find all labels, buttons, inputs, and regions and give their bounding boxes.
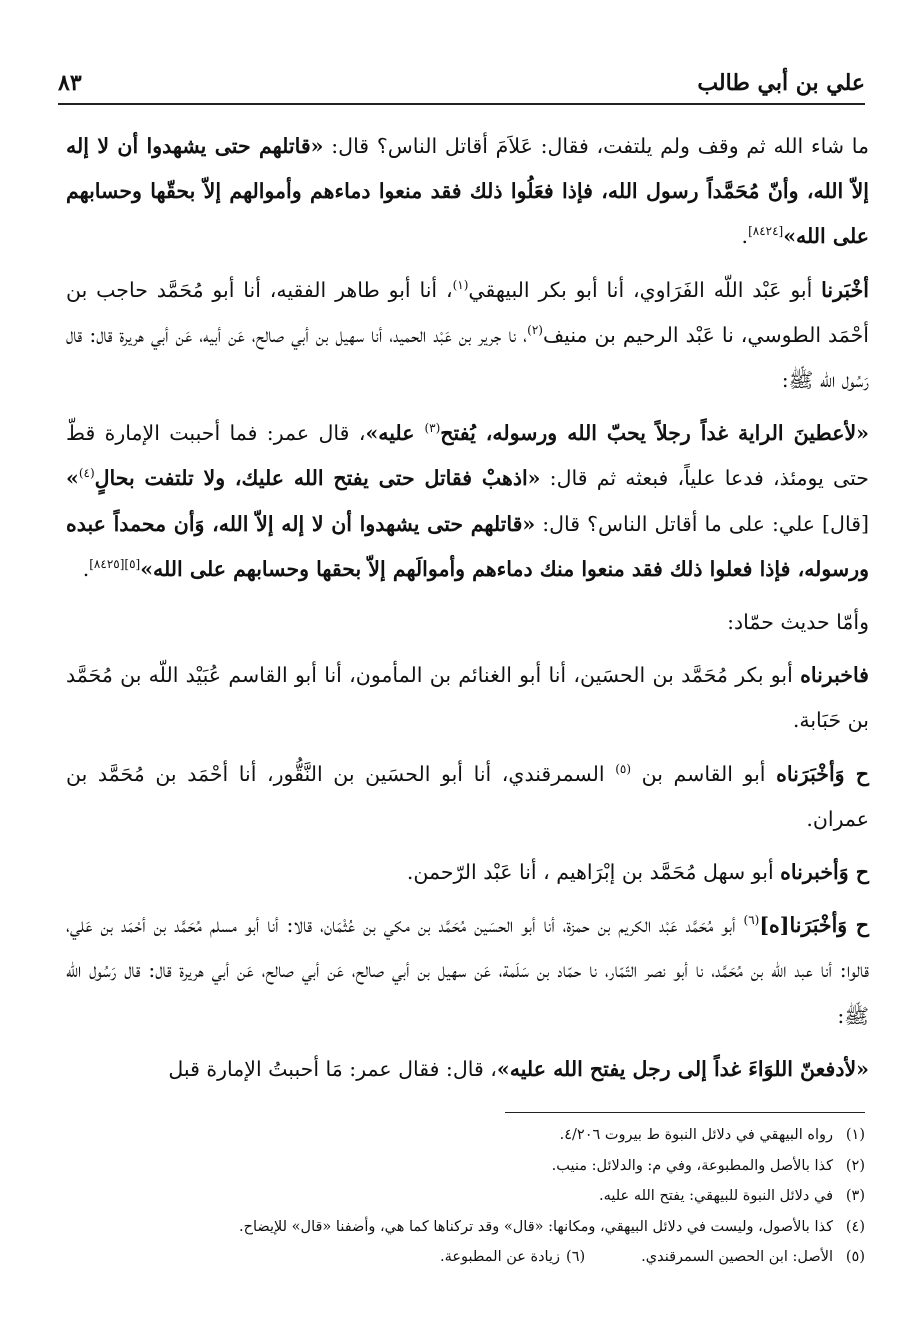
main-text <box>66 124 869 1100</box>
body-text-segment: ، نا جرير بن عَبْد الحميد، أنا سهيل بن أبي صالح، عَن أبيه، عَن أبي هريرة قال: قال رَسُول الله ﷺ: <box>66 322 869 393</box>
emphasized-text: «لأدفعنّ اللوَاءَ غداً إلى رجل يفتح الله عليه» <box>496 1056 869 1081</box>
header-title: علي بن أبي طالب <box>697 70 865 96</box>
body-text-segment: السمرقندي، أنا أبو الحسَين بن النَّقُّور، أنا أحْمَد بن مُحَمَّد بن عمران. <box>66 761 869 831</box>
footnote-text: كذا بالأصول، وليست في دلائل البيهقي، ومكانها: «قال» وقد تركناها كما هي، وأضفنا «قال» للإيضاح. <box>239 1218 833 1235</box>
paragraph <box>66 752 869 842</box>
footnote-reference: (٥) <box>615 761 632 776</box>
footnote-number: (١) <box>845 1127 865 1143</box>
footnote <box>70 1242 865 1273</box>
body-text-segment: ، أنا أبو طاهر الفقيه، أنا أبو مُحَمَّد حاجب بن أحْمَد الطوسي، نا عَبْد الرحيم بن منيف <box>66 277 869 347</box>
footnote-reference: [٨٤٢٥] <box>89 557 125 571</box>
footnote-text: زيادة عن المطبوعة. <box>439 1249 561 1265</box>
paragraph <box>66 1047 869 1092</box>
footnote <box>70 1212 865 1243</box>
footnote-number: (٣) <box>845 1188 865 1204</box>
paragraph <box>66 600 869 645</box>
body-text-segment: وأمّا حديث حمّاد: <box>727 610 869 635</box>
footnote-text: الأصل: ابن الحصين السمرقندي. <box>641 1249 833 1265</box>
emphasized-text: ح وَأخْبَرَناه <box>776 761 869 786</box>
running-header <box>58 60 865 96</box>
footnote <box>70 1151 865 1182</box>
emphasized-text: ح وَأخْبَرَنا[ه] <box>759 913 869 938</box>
footnote-reference: [٨٤٢٤] <box>748 224 784 239</box>
body-text-segment: أبو سهل مُحَمَّد بن إبْرَاهيم ، أنا عَبْد الرّحمن. <box>406 860 781 885</box>
footnote-number: (٢) <box>845 1157 865 1174</box>
paragraph <box>66 653 869 743</box>
body-text-segment: ، قال: فقال عمر: مَا أحببتُ الإمارة قبل <box>168 1056 497 1081</box>
footnote <box>440 1242 585 1273</box>
body-text-segment: ما شاء الله ثم وقف ولم يلتفت، فقال: عَلاَمَ أقاتل الناس؟ قال: <box>323 134 870 158</box>
body-text-segment: . <box>82 556 90 581</box>
footnote-number: (٥) <box>845 1249 865 1265</box>
footnote-reference: (٣) <box>424 421 441 436</box>
footnote <box>70 1181 865 1212</box>
emphasized-text: «لأعطينَ الراية غداً رجلاً يحبّ الله ورسوله، يُفتح <box>440 421 869 446</box>
body-text-segment: [قال] علي: على ما أقاتل الناس؟ قال: <box>535 511 869 536</box>
emphasized-text: «قاتلهم حتى يشهدوا أن لا إله إلاّ الله، وَأن محمداً عبده ورسوله، فإذا فعلوا ذلك فقد منعوا منك دماءهم وأموالَهم إلاّ بحقها وحسابهم على الله» <box>66 511 869 581</box>
emphasized-text: ح وَأخبرناه <box>780 860 869 885</box>
emphasized-text: فاخبرناه <box>800 663 869 688</box>
footnotes-section <box>70 1120 865 1273</box>
paragraph <box>66 903 869 1039</box>
emphasized-text: عليه» <box>365 421 425 446</box>
emphasized-text: «اذهبْ فقاتل حتى يفتح الله عليك، ولا تلتفت بحالٍ <box>94 466 541 491</box>
paragraph <box>66 850 869 895</box>
paragraph <box>66 411 869 592</box>
body-text-segment: أبو بكر مُحَمَّد بن الحسَين، أنا أبو الغنائم بن المأمون، أنا أبو القاسم عُبَيْد اللّه بن مُحَمَّد بن حَبَابة. <box>66 663 869 733</box>
body-text-segment: أبو القاسم بن <box>631 761 777 786</box>
body-text-segment: ، قال عمر: فما أحببت الإمارة قطّ حتى يومئذ، فدعا علياً، فبعثه ثم قال: <box>66 421 869 491</box>
footnote-reference: (٢) <box>527 322 543 337</box>
body-text-segment: أبو مُحَمَّد عَبْد الكريم بن حمزة، أنا أبو الحسَين مُحَمَّد بن مكي بن عُثْمَان، قالا: أنا أبو مسلم مُحَمَّد بن أحْمَد بن عَلي، قالوا: أنا عبد اللّه بن مُحَمَّد، نا أبو نصر التّمّار، نا حمّاد بن سَلَمة، عَن سهيل بن أبي صالح، عَن أبي صالح، عَن أبي هريرة قال: قال رَسُول الله ﷺ: <box>66 913 869 1028</box>
emphasized-text: » <box>66 466 79 491</box>
footnote-reference: (٤) <box>78 466 95 481</box>
footnote <box>70 1120 865 1151</box>
body-text-segment: أبو عَبْد اللّه الفَرَاوي، أنا أبو بكر البيهقي <box>468 277 822 302</box>
emphasized-text: «قاتلهم حتى يشهدوا أن لا إله إلاّ الله، وأنّ مُحَمَّداً رسول الله، فإذا فعَلُوا ذلك فقد منعوا دماءهم وأموالهم إلاّ بحقّها وحسابهم على الله» <box>66 134 869 249</box>
footnote-reference: (٦) <box>743 913 760 928</box>
footnote-number: (٦) <box>566 1249 586 1265</box>
emphasized-text: أخْبَرنا <box>821 277 869 302</box>
page-number: ٨٣ <box>58 70 82 96</box>
paragraph <box>66 124 869 260</box>
footnote-text: كذا بالأصل والمطبوعة، وفي م: والدلائل: منيب. <box>551 1157 833 1174</box>
footnote-number: (٤) <box>845 1218 865 1235</box>
footnote-text: رواه البيهقي في دلائل النبوة ط بيروت ٤/٢٠٦. <box>559 1127 833 1143</box>
footnote-reference: [٥] <box>124 557 141 571</box>
footnote-reference: (١) <box>452 277 469 292</box>
body-text-segment: . <box>741 224 749 249</box>
footnote-divider <box>505 1112 865 1113</box>
paragraph <box>66 268 869 404</box>
footnote-text: في دلائل النبوة للبيهقي: يفتح الله عليه. <box>599 1188 833 1204</box>
header-divider <box>58 103 865 105</box>
